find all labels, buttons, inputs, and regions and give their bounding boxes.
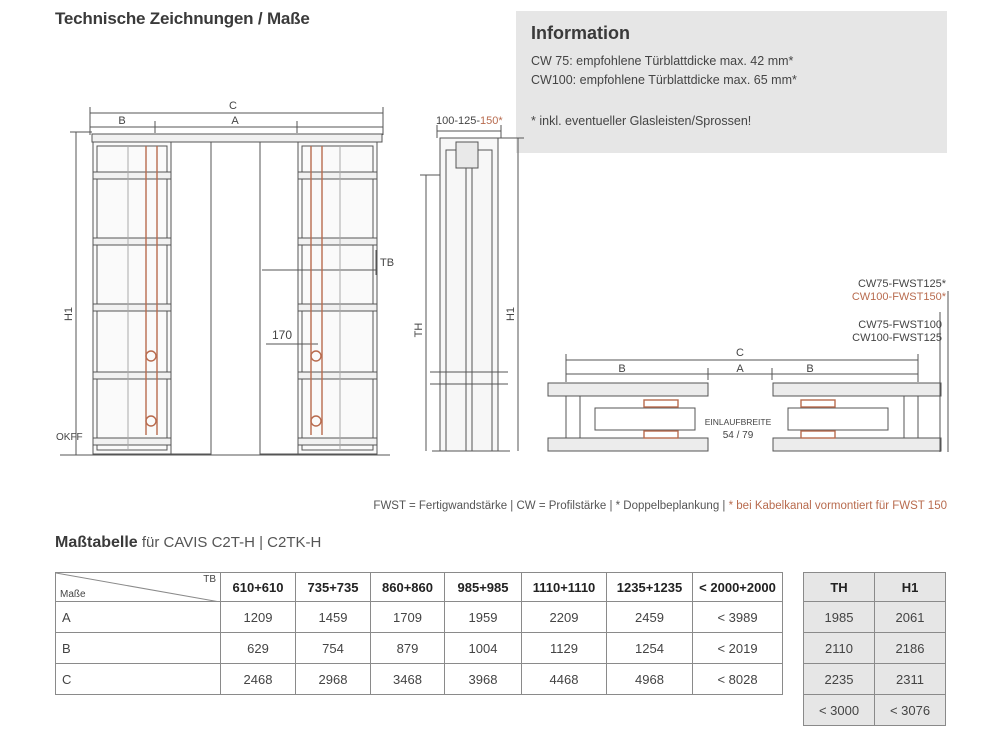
- side-widths-prefix: 100-125-: [436, 115, 481, 127]
- th-table-header-row: [804, 573, 946, 602]
- table-cell: 1959: [445, 602, 522, 633]
- einlaufbreite-label: EINLAUFBREITE: [704, 417, 772, 427]
- table-cell: 2311: [875, 664, 946, 695]
- table-row: [804, 664, 946, 695]
- table-cell: 1004: [445, 633, 522, 664]
- col-header: 860+860: [371, 573, 445, 602]
- table-cell: 1985: [804, 602, 875, 633]
- dim-b-front: B: [118, 115, 126, 127]
- dim-h1-side: H1: [505, 306, 517, 322]
- table-cell: 2468: [221, 664, 296, 695]
- dim-a-plan: A: [736, 363, 744, 375]
- th-h1-table: [803, 572, 946, 726]
- table-cell: 3968: [445, 664, 522, 695]
- table-cell: < 2019: [693, 633, 783, 664]
- side-widths-accent: 150*: [480, 115, 503, 127]
- table-cell: < 3000: [804, 695, 875, 726]
- table-cell: 2968: [296, 664, 371, 695]
- legend-accent: * bei Kabelkanal vormontiert für FWST 150: [728, 500, 947, 512]
- dim-h1-front: H1: [63, 306, 75, 322]
- table-row: [56, 664, 783, 695]
- table-cell: 2235: [804, 664, 875, 695]
- table-cell: < 8028: [693, 664, 783, 695]
- einlaufbreite-value: 54 / 79: [722, 430, 754, 441]
- table-row: [804, 695, 946, 726]
- col-header: 985+985: [445, 573, 522, 602]
- dim-tb: TB: [380, 257, 395, 269]
- cw100-fwst150-label: CW100-FWST150*: [851, 291, 946, 303]
- col-header: 1235+1235: [607, 573, 693, 602]
- table-cell: < 3076: [875, 695, 946, 726]
- corner-mase-label: Maße: [60, 589, 86, 600]
- table-cell: 754: [296, 633, 371, 664]
- row-label: C: [56, 664, 221, 695]
- table-cell: 4968: [607, 664, 693, 695]
- table-cell: 1209: [221, 602, 296, 633]
- information-heading: Information: [531, 23, 630, 43]
- dim-170: 170: [272, 328, 293, 342]
- cw75-fwst100-label: CW75-FWST100: [858, 319, 942, 331]
- info-line-cw75: CW 75: empfohlene Türblattdicke max. 42 mm*: [531, 54, 794, 68]
- row-label: A: [56, 602, 221, 633]
- table-cell: 1459: [296, 602, 371, 633]
- mass-table-title: [55, 534, 321, 552]
- mass-table-title-bold: Maßtabelle: [55, 534, 138, 551]
- table-cell: 1254: [607, 633, 693, 664]
- table-cell: 1129: [522, 633, 607, 664]
- table-cell: 879: [371, 633, 445, 664]
- dim-a-front: A: [231, 115, 239, 127]
- okff-label: OKFF: [56, 432, 83, 443]
- table-cell: 2186: [875, 633, 946, 664]
- page-title: Technische Zeichnungen / Maße: [55, 9, 310, 28]
- dim-b-plan-right: B: [806, 363, 814, 375]
- legend-line: [373, 500, 947, 512]
- th-header: TH: [804, 573, 875, 602]
- table-row: [56, 633, 783, 664]
- table-row: [56, 602, 783, 633]
- col-header: 735+735: [296, 573, 371, 602]
- table-cell: 4468: [522, 664, 607, 695]
- mass-table: [55, 572, 783, 695]
- mass-table-header-row: [56, 573, 783, 602]
- cw75-fwst125-label: CW75-FWST125*: [857, 278, 946, 290]
- table-row: [804, 602, 946, 633]
- table-cell: 629: [221, 633, 296, 664]
- col-header: 610+610: [221, 573, 296, 602]
- dim-c-plan: C: [736, 347, 744, 359]
- table-cell: < 3989: [693, 602, 783, 633]
- side-widths: [436, 115, 503, 127]
- table-cell: 3468: [371, 664, 445, 695]
- dim-th: TH: [413, 322, 425, 338]
- mass-table-corner: [56, 573, 221, 602]
- cw100-fwst125-label: CW100-FWST125: [852, 332, 942, 344]
- dim-c-front: C: [229, 100, 237, 112]
- info-line-cw100: CW100: empfohlene Türblattdicke max. 65 mm*: [531, 73, 797, 87]
- row-label: B: [56, 633, 221, 664]
- h1-header: H1: [875, 573, 946, 602]
- table-row: [804, 633, 946, 664]
- col-header: 1110+1110: [522, 573, 607, 602]
- table-cell: 2110: [804, 633, 875, 664]
- legend-text: FWST = Fertigwandstärke | CW = Profilstärke | * Doppelbeplankung |: [373, 500, 729, 512]
- table-cell: 2061: [875, 602, 946, 633]
- col-header: < 2000+2000: [693, 573, 783, 602]
- dim-b-plan-left: B: [618, 363, 626, 375]
- corner-tb-label: TB: [203, 574, 216, 585]
- mass-table-title-rest: für CAVIS C2T-H | C2TK-H: [137, 534, 322, 551]
- info-line-note: * inkl. eventueller Glasleisten/Sprossen!: [531, 114, 752, 128]
- table-cell: 2209: [522, 602, 607, 633]
- table-cell: 1709: [371, 602, 445, 633]
- table-cell: 2459: [607, 602, 693, 633]
